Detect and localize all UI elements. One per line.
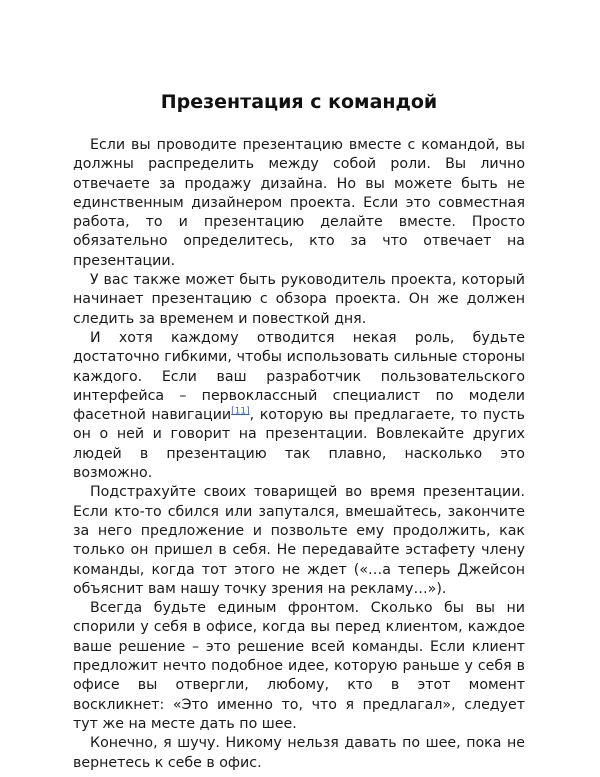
paragraph-joke: Конечно, я шучу. Никому нельзя давать по шее, пока не вернетесь к себе в офис. [73,735,525,771]
document-page [73,87,525,773]
paragraph-flexibility-start: И хотя каждому отводится некая роль, будьте достаточно гибкими, чтобы использовать сильные стороны каждого. Если ваш разработчик пользовательского интерфейса – первоклассный специалист по модели фасетной навигации [73,329,525,424]
paragraph-backup-teammates: Подстрахуйте своих товарищей во время презентации. Если кто-то сбился или запутался, вмешайтесь, закончите за него предложение и позвольте ему продолжить, как только он пришел в себя. Не передавайте эстафету члену команды, когда тот этого не ждет («…а теперь Джейсон объяснит вам нашу точку зрения на рекламу…»). [73,484,525,597]
paragraph-united-front: Всегда будьте единым фронтом. Сколько бы вы ни спорили у себя в офисе, когда вы перед клиентом, каждое ваше решение – это решение всей команды. Если клиент предложит нечто подобное идее, которую раньше у себя в офисе вы отвергли, любому, кто в этот момент воскликнет: «Это именно то, что я предлагал», следует тут же на месте дать по шее. [73,600,525,732]
footnote-link[interactable]: [11] [231,406,250,417]
paragraph-team-roles: Если вы проводите презентацию вместе с командой, вы должны распределить между собой роли. Вы лично отвечаете за продажу дизайна. Но вы можете быть не единственным дизайнером проекта. Если это совместная работа, то и презентацию делайте вместе. Просто обязательно определитесь, кто за что отвечает на презентации. [73,137,525,269]
paragraph-project-manager: У вас также может быть руководитель проекта, который начинает презентацию с обзора проекта. Он же должен следить за временем и повесткой дня. [73,272,525,327]
paragraph-flexibility-end: , которую вы предлагаете, то пусть он о ней и говорит на презентации. Вовлекайте других людей в презентацию так плавно, насколько это возможно. [73,407,526,482]
paragraph-flexibility [73,329,525,483]
section-title: Презентация с командой [160,91,438,113]
